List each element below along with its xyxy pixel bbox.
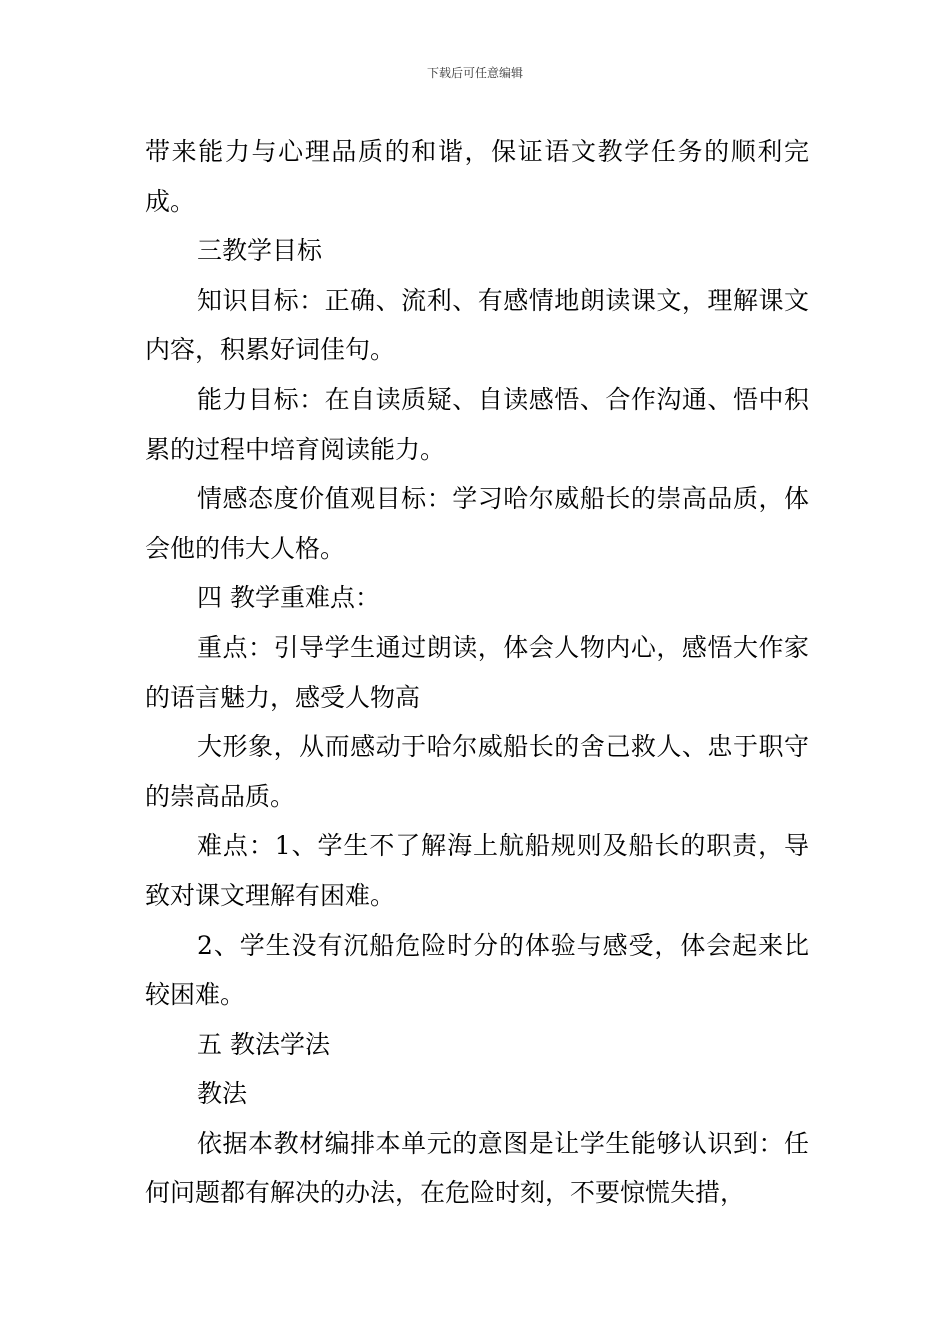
section-heading-objectives: 三教学目标 bbox=[197, 236, 323, 266]
paragraph-knowledge-goal: 知识目标：正确、流利、有感情地朗读课文，理解课文内容，积累好词佳句。 bbox=[145, 285, 809, 365]
paragraph-key-point: 重点：引导学生通过朗读，体会人物内心，感悟大作家的语言魅力，感受人物高 bbox=[145, 632, 809, 712]
page-header: 下载后可任意编辑 bbox=[426, 66, 523, 80]
paragraph-emotion-goal: 情感态度价值观目标：学习哈尔威船长的崇高品质，体会他的伟大人格。 bbox=[145, 484, 809, 563]
section-heading-methods: 五 教法学法 bbox=[197, 1029, 330, 1059]
section-heading-key-points: 四 教学重难点： bbox=[197, 583, 380, 613]
paragraph-difficulty-1: 难点：1、学生不了解海上航船规则及船长的职责，导致对课文理解有困难。 bbox=[145, 831, 809, 910]
document-body bbox=[145, 127, 809, 1218]
paragraph-key-point-cont: 大形象，从而感动于哈尔威船长的舍己救人、忠于职守的崇高品质。 bbox=[145, 732, 809, 811]
paragraph-ability-goal: 能力目标：在自读质疑、自读感悟、合作沟通、悟中积累的过程中培育阅读能力。 bbox=[145, 384, 809, 464]
subheading-teaching-method: 教法 bbox=[197, 1079, 248, 1109]
paragraph-difficulty-2: 2、学生没有沉船危险时分的体验与感受，体会起来比较困难。 bbox=[145, 930, 809, 1010]
paragraph-1: 带来能力与心理品质的和谐，保证语文教学任务的顺利完成。 bbox=[145, 137, 809, 216]
paragraph-teaching-method: 依据本教材编排本单元的意图是让学生能够认识到：任何问题都有解决的办法，在危险时刻，不要惊慌失措， bbox=[145, 1128, 809, 1208]
